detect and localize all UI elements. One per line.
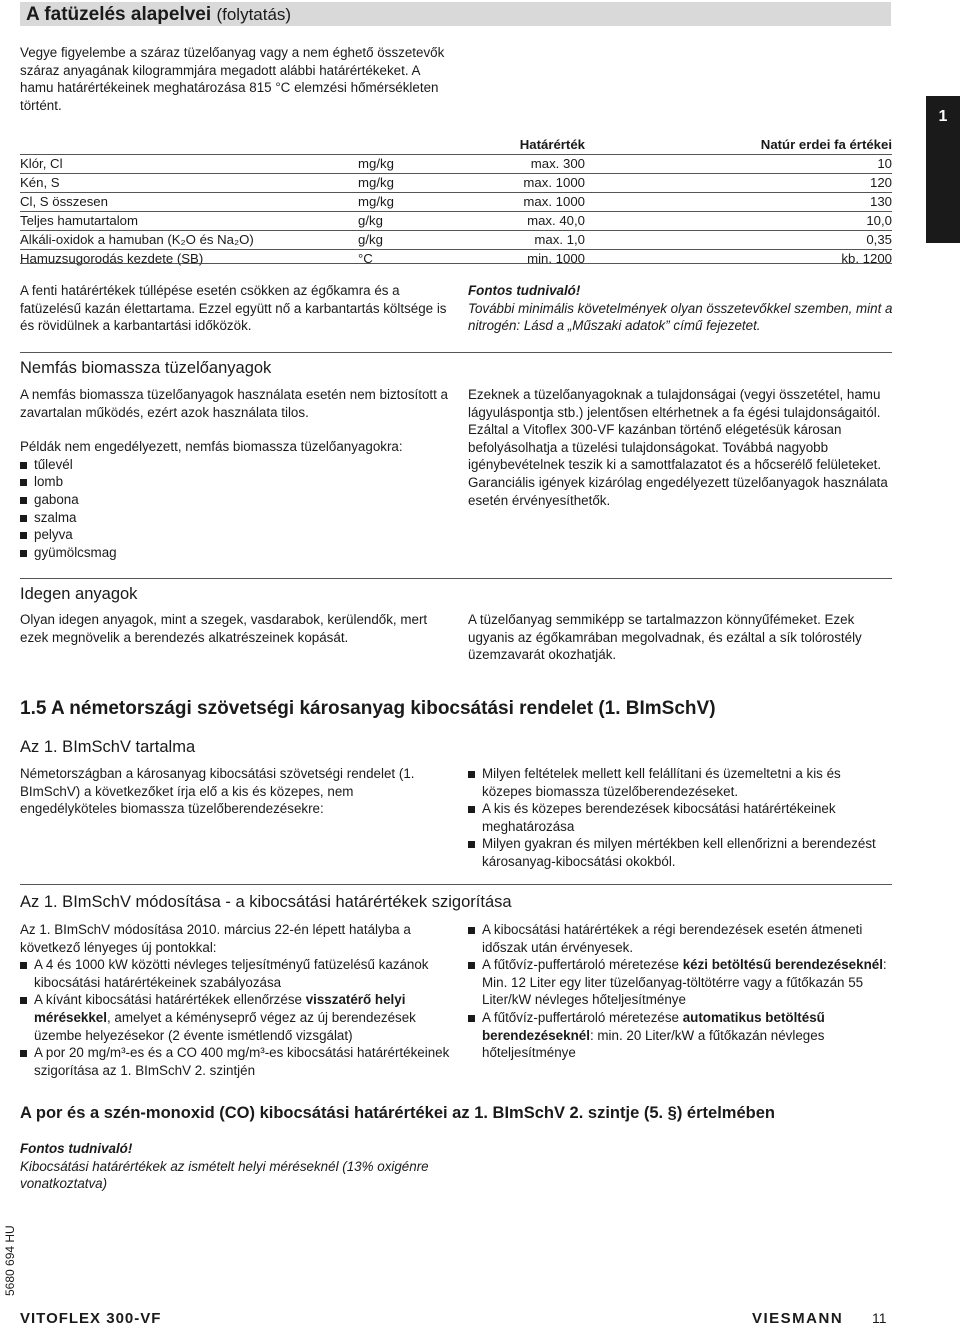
list-item: A por 20 mg/m³-es és a CO 400 mg/m³-es kibocsátási határértékeinek szigorítása az 1. BImSchV 2. szintjén bbox=[20, 1044, 450, 1079]
page-header bbox=[20, 2, 891, 26]
table-row bbox=[20, 212, 892, 231]
bimschv-content-list bbox=[468, 765, 893, 871]
nonwood-paragraph: A nemfás biomassza tüzelőanyagok használata esetén nem biztosított a zavartalan működés, ezért azok használata tilos. bbox=[20, 387, 449, 420]
limit-values-table bbox=[20, 136, 892, 268]
cell-natural: 10 bbox=[877, 156, 892, 171]
cell-unit: mg/kg bbox=[358, 194, 394, 209]
chapter-number: 1 bbox=[938, 108, 948, 125]
cell-parameter: Cl, S összesen bbox=[20, 194, 108, 209]
notice-text: Kibocsátási határértékek az ismételt helyi méréseknél (13% oxigénre vonatkoztatva) bbox=[20, 1158, 429, 1192]
table-row bbox=[20, 193, 892, 212]
bimschv-content-heading: Az 1. BImSchV tartalma bbox=[20, 738, 196, 756]
cell-parameter: Klór, Cl bbox=[20, 156, 63, 171]
list-item: tűlevél bbox=[20, 456, 450, 474]
section-1-5-heading: 1.5 A németországi szövetségi károsanyag kibocsátási rendelet (1. BImSchV) bbox=[20, 698, 716, 719]
list-item: A fűtővíz-puffertároló méretezése automatikus betöltésű berendezéseknél: min. 20 Liter/kW a fűtőkazán névleges hőteljesítménye bbox=[468, 1009, 893, 1062]
section-rule bbox=[20, 884, 892, 885]
cell-unit: g/kg bbox=[358, 232, 383, 247]
amendment-right-list bbox=[468, 921, 893, 1062]
brand-logo: VIESMANN bbox=[752, 1310, 844, 1327]
page-subtitle: (folytatás) bbox=[216, 5, 292, 24]
list-item: A 4 és 1000 kW közötti névleges teljesítményű fatüzelésű kazánok kibocsátási határértékeinek szabályozása bbox=[20, 956, 450, 991]
cell-natural: kb. 1200 bbox=[841, 251, 892, 266]
list-item: pelyva bbox=[20, 526, 450, 544]
table-row bbox=[20, 155, 892, 174]
cell-limit: max. 1000 bbox=[523, 194, 585, 209]
cell-limit: max. 1,0 bbox=[534, 232, 585, 247]
cell-unit: mg/kg bbox=[358, 156, 394, 171]
table-row bbox=[20, 174, 892, 193]
amendment-intro: Az 1. BImSchV módosítása 2010. március 22-én lépett hatályba a következő lényeges új pontokkal: bbox=[20, 922, 411, 955]
cell-natural: 0,35 bbox=[866, 232, 892, 247]
list-item: lomb bbox=[20, 473, 450, 491]
list-item: A fűtővíz-puffertároló méretezése kézi betöltésű berendezéseknél: Min. 12 Liter egy liter tüzelőanyag-töltötérre vagy a fűtőkazán 55 Liter/kW névleges hőteljesítménye bbox=[468, 956, 893, 1009]
nonwood-list bbox=[20, 456, 450, 562]
foreign-right-paragraph: A tüzelőanyag semmiképp se tartalmazzon könnyűfémeket. Ezek ugyanis az égőkamrában megolvadnak, és ezáltal a sík tolórostély üzemzavarát okozhatják. bbox=[468, 612, 862, 663]
list-item: gabona bbox=[20, 491, 450, 509]
list-item: szalma bbox=[20, 509, 450, 527]
bimschv-amendment-heading: Az 1. BImSchV módosítása - a kibocsátási határértékek szigorítása bbox=[20, 893, 512, 911]
page-number: 11 bbox=[872, 1310, 887, 1326]
cell-natural: 10,0 bbox=[866, 213, 892, 228]
table-row bbox=[20, 250, 892, 268]
cell-unit: g/kg bbox=[358, 213, 383, 228]
table-header-row bbox=[20, 136, 892, 155]
notice-label: Fontos tudnivaló! bbox=[468, 283, 581, 298]
notice-box bbox=[468, 282, 893, 335]
notice-text: További minimális követelmények olyan összetevőkkel szemben, mint a nitrogén: Lásd a „Műszaki adatok” című fejezetet. bbox=[468, 300, 893, 334]
list-item: A kis és közepes berendezések kibocsátási határértékeinek meghatározása bbox=[468, 800, 893, 835]
list-item: gyümölcsmag bbox=[20, 544, 450, 562]
notice-box-2 bbox=[20, 1140, 450, 1193]
list-item: Milyen gyakran és milyen mértékben kell ellenőrizni a berendezést károsanyag-kibocsátási okokból. bbox=[468, 835, 893, 870]
chapter-tab bbox=[926, 96, 960, 243]
nonwood-right-paragraph: Ezeknek a tüzelőanyagoknak a tulajdonságai (vegyi összetétel, hamu lágyuláspontja stb.) jelentősen eltérhetnek a fa égési tulajdonságaitól. Ezáltal a Vitoflex 300-VF kazánban történő elégetésük károsan befolyásolhatja a tüzelési tulajdonságokat. Továbbá nagyobb igénybevételnek teszik ki a samottfalazatot és a hőcserélő felületeket. Garanciális igények kizárólag engedélyezett tüzelőanyagok használata esetén érvényesíthetők. bbox=[468, 387, 888, 508]
bimschv-content-paragraph: Németországban a károsanyag kibocsátási szövetségi rendelet (1. BImSchV) a következőket írja elő a kis és közepes, nem engedélyköteles biomassza tüzelőberendezésekre: bbox=[20, 766, 415, 817]
cell-unit: mg/kg bbox=[358, 175, 394, 190]
list-item: A kibocsátási határértékek a régi berendezések esetén átmeneti időszak után érvényesek. bbox=[468, 921, 893, 956]
cell-parameter: Alkáli-oxidok a hamuban (K₂O és Na₂O) bbox=[20, 232, 254, 247]
section-rule bbox=[20, 352, 892, 353]
product-name: VITOFLEX 300-VF bbox=[20, 1310, 162, 1327]
cell-parameter: Teljes hamutartalom bbox=[20, 213, 139, 228]
table-bottom-rule bbox=[20, 263, 892, 264]
cell-natural: 130 bbox=[869, 194, 892, 209]
amendment-left-list bbox=[20, 956, 450, 1079]
cell-limit: min. 1000 bbox=[527, 251, 585, 266]
page-title: A fatüzelés alapelvei (folytatás) bbox=[26, 4, 292, 25]
limit-exceed-paragraph: A fenti határértékek túllépése esetén csökken az égőkamra és a fatüzelésű kazán élettartama. Ezzel együtt nő a karbantartás költsége is és rövidülnek a karbantartási időközök. bbox=[20, 283, 447, 334]
notice-label: Fontos tudnivaló! bbox=[20, 1141, 133, 1156]
section-rule bbox=[20, 578, 892, 579]
nonwood-examples-intro: Példák nem engedélyezett, nemfás biomassza tüzelőanyagokra: bbox=[20, 439, 403, 455]
foreign-heading: Idegen anyagok bbox=[20, 585, 138, 603]
dust-co-limits-heading: A por és a szén-monoxid (CO) kibocsátási határértékei az 1. BImSchV 2. szintje (5. §) értelmében bbox=[20, 1104, 775, 1122]
table-row bbox=[20, 231, 892, 250]
cell-natural: 120 bbox=[869, 175, 892, 190]
amendment-left bbox=[20, 921, 450, 1079]
foreign-left-paragraph: Olyan idegen anyagok, mint a szegek, vasdarabok, kerülendők, mert ezek megnövelik a berendezés alkatrészeinek kopását. bbox=[20, 612, 428, 645]
col-header-limit: Határérték bbox=[519, 137, 585, 152]
cell-limit: max. 300 bbox=[530, 156, 585, 171]
cell-unit: °C bbox=[358, 251, 373, 266]
cell-parameter: Hamuzsugorodás kezdete (SB) bbox=[20, 251, 204, 266]
list-item: A kívánt kibocsátási határértékek ellenőrzése visszatérő helyi mérésekkel, amelyet a kéményseprő végez az új berendezések üzembe helyezésekor (2 évente ismétlendő vizsgálat) bbox=[20, 991, 450, 1044]
nonwood-heading: Nemfás biomassza tüzelőanyagok bbox=[20, 359, 272, 377]
document-number: 5680 694 HU bbox=[3, 1225, 17, 1296]
col-header-natural-wood: Natúr erdei fa értékei bbox=[760, 137, 892, 152]
intro-paragraph: Vegye figyelembe a száraz tüzelőanyag vagy a nem éghető összetevők száraz anyagának kilogrammjára megadott alábbi határértékeket. A hamu határértékeinek meghatározása 815 °C elemzési hőmérsékleten történt. bbox=[20, 45, 445, 113]
cell-limit: max. 1000 bbox=[523, 175, 585, 190]
cell-parameter: Kén, S bbox=[20, 175, 60, 190]
cell-limit: max. 40,0 bbox=[527, 213, 585, 228]
list-item: Milyen feltételek mellett kell felállítani és üzemeltetni a kis és közepes biomassza tüzelőberendezéseket. bbox=[468, 765, 893, 800]
nonwood-left bbox=[20, 386, 450, 561]
